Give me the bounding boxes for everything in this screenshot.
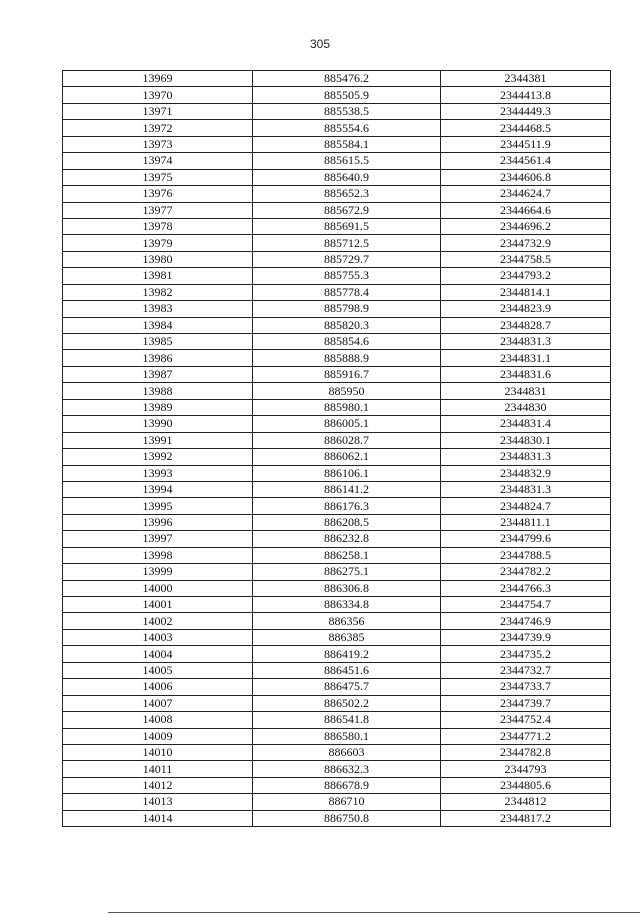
y-coordinate-cell: 2344771.2	[441, 728, 611, 744]
point-number-cell: 14010	[63, 744, 253, 760]
table-row	[63, 350, 611, 366]
table-row	[63, 186, 611, 202]
table-row	[63, 334, 611, 350]
y-coordinate-cell: 2344732.9	[441, 235, 611, 251]
y-coordinate-cell: 2344782.2	[441, 564, 611, 580]
point-number-cell: 13994	[63, 481, 253, 497]
table-row	[63, 284, 611, 300]
table-row	[63, 317, 611, 333]
point-number-cell: 13979	[63, 235, 253, 251]
x-coordinate-cell: 885672.9	[253, 202, 441, 218]
point-number-cell: 14009	[63, 728, 253, 744]
y-coordinate-cell: 2344449.3	[441, 103, 611, 119]
point-number-cell: 13970	[63, 87, 253, 103]
point-number-cell: 14008	[63, 712, 253, 728]
y-coordinate-cell: 2344754.7	[441, 597, 611, 613]
x-coordinate-cell: 886062.1	[253, 449, 441, 465]
x-coordinate-cell: 885476.2	[253, 71, 441, 87]
x-coordinate-cell: 885584.1	[253, 136, 441, 152]
table-row	[63, 399, 611, 415]
table-row	[63, 366, 611, 382]
x-coordinate-cell: 886275.1	[253, 564, 441, 580]
table-row	[63, 218, 611, 234]
y-coordinate-cell: 2344831.3	[441, 449, 611, 465]
coordinates-table-body	[63, 71, 611, 827]
y-coordinate-cell: 2344739.9	[441, 629, 611, 645]
point-number-cell: 13991	[63, 432, 253, 448]
table-row	[63, 383, 611, 399]
point-number-cell: 13990	[63, 416, 253, 432]
table-row	[63, 597, 611, 613]
table-row	[63, 432, 611, 448]
x-coordinate-cell: 886385	[253, 629, 441, 645]
y-coordinate-cell: 2344823.9	[441, 301, 611, 317]
x-coordinate-cell: 885755.3	[253, 268, 441, 284]
table-row	[63, 810, 611, 826]
table-row	[63, 301, 611, 317]
y-coordinate-cell: 2344696.2	[441, 218, 611, 234]
y-coordinate-cell: 2344788.5	[441, 547, 611, 563]
table-row	[63, 268, 611, 284]
table-row	[63, 153, 611, 169]
y-coordinate-cell: 2344812	[441, 794, 611, 810]
point-number-cell: 13985	[63, 334, 253, 350]
x-coordinate-cell: 886710	[253, 794, 441, 810]
table-row	[63, 202, 611, 218]
table-row	[63, 662, 611, 678]
y-coordinate-cell: 2344831.3	[441, 481, 611, 497]
point-number-cell: 13984	[63, 317, 253, 333]
point-number-cell: 13999	[63, 564, 253, 580]
point-number-cell: 13982	[63, 284, 253, 300]
point-number-cell: 14007	[63, 695, 253, 711]
y-coordinate-cell: 2344664.6	[441, 202, 611, 218]
point-number-cell: 14006	[63, 679, 253, 695]
table-row	[63, 514, 611, 530]
table-row	[63, 712, 611, 728]
point-number-cell: 13992	[63, 449, 253, 465]
x-coordinate-cell: 886106.1	[253, 465, 441, 481]
table-row	[63, 580, 611, 596]
table-row	[63, 564, 611, 580]
y-coordinate-cell: 2344805.6	[441, 777, 611, 793]
table-row	[63, 728, 611, 744]
x-coordinate-cell: 885538.5	[253, 103, 441, 119]
table-row	[63, 547, 611, 563]
point-number-cell: 13989	[63, 399, 253, 415]
y-coordinate-cell: 2344413.8	[441, 87, 611, 103]
x-coordinate-cell: 886356	[253, 613, 441, 629]
x-coordinate-cell: 886141.2	[253, 481, 441, 497]
point-number-cell: 13980	[63, 251, 253, 267]
point-number-cell: 13993	[63, 465, 253, 481]
y-coordinate-cell: 2344468.5	[441, 120, 611, 136]
point-number-cell: 13996	[63, 514, 253, 530]
point-number-cell: 13987	[63, 366, 253, 382]
coordinates-table	[62, 70, 611, 827]
table-row	[63, 531, 611, 547]
point-number-cell: 13972	[63, 120, 253, 136]
x-coordinate-cell: 886678.9	[253, 777, 441, 793]
point-number-cell: 14002	[63, 613, 253, 629]
table-row	[63, 120, 611, 136]
point-number-cell: 13981	[63, 268, 253, 284]
y-coordinate-cell: 2344832.9	[441, 465, 611, 481]
y-coordinate-cell: 2344758.5	[441, 251, 611, 267]
x-coordinate-cell: 886176.3	[253, 498, 441, 514]
point-number-cell: 14001	[63, 597, 253, 613]
x-coordinate-cell: 885615.5	[253, 153, 441, 169]
x-coordinate-cell: 886419.2	[253, 646, 441, 662]
point-number-cell: 13977	[63, 202, 253, 218]
x-coordinate-cell: 885640.9	[253, 169, 441, 185]
y-coordinate-cell: 2344831.1	[441, 350, 611, 366]
y-coordinate-cell: 2344732.7	[441, 662, 611, 678]
point-number-cell: 13988	[63, 383, 253, 399]
point-number-cell: 14005	[63, 662, 253, 678]
y-coordinate-cell: 2344830.1	[441, 432, 611, 448]
table-row	[63, 695, 611, 711]
table-row	[63, 498, 611, 514]
x-coordinate-cell: 886334.8	[253, 597, 441, 613]
y-coordinate-cell: 2344811.1	[441, 514, 611, 530]
x-coordinate-cell: 886603	[253, 744, 441, 760]
x-coordinate-cell: 885916.7	[253, 366, 441, 382]
x-coordinate-cell: 885854.6	[253, 334, 441, 350]
table-row	[63, 71, 611, 87]
y-coordinate-cell: 2344830	[441, 399, 611, 415]
y-coordinate-cell: 2344824.7	[441, 498, 611, 514]
point-number-cell: 14004	[63, 646, 253, 662]
table-row	[63, 744, 611, 760]
page-number: 305	[309, 37, 331, 51]
x-coordinate-cell: 885652.3	[253, 186, 441, 202]
y-coordinate-cell: 2344381	[441, 71, 611, 87]
x-coordinate-cell: 886632.3	[253, 761, 441, 777]
point-number-cell: 13969	[63, 71, 253, 87]
point-number-cell: 13995	[63, 498, 253, 514]
x-coordinate-cell: 886306.8	[253, 580, 441, 596]
point-number-cell: 14000	[63, 580, 253, 596]
x-coordinate-cell: 885798.9	[253, 301, 441, 317]
x-coordinate-cell: 886028.7	[253, 432, 441, 448]
point-number-cell: 13974	[63, 153, 253, 169]
y-coordinate-cell: 2344735.2	[441, 646, 611, 662]
y-coordinate-cell: 2344782.8	[441, 744, 611, 760]
y-coordinate-cell: 2344831	[441, 383, 611, 399]
point-number-cell: 13986	[63, 350, 253, 366]
point-number-cell: 14014	[63, 810, 253, 826]
x-coordinate-cell: 886502.2	[253, 695, 441, 711]
point-number-cell: 14012	[63, 777, 253, 793]
y-coordinate-cell: 2344831.6	[441, 366, 611, 382]
y-coordinate-cell: 2344746.9	[441, 613, 611, 629]
table-row	[63, 449, 611, 465]
point-number-cell: 13978	[63, 218, 253, 234]
x-coordinate-cell: 885554.6	[253, 120, 441, 136]
x-coordinate-cell: 886232.8	[253, 531, 441, 547]
table-row	[63, 169, 611, 185]
x-coordinate-cell: 886451.6	[253, 662, 441, 678]
y-coordinate-cell: 2344739.7	[441, 695, 611, 711]
x-coordinate-cell: 886005.1	[253, 416, 441, 432]
point-number-cell: 14011	[63, 761, 253, 777]
table-row	[63, 679, 611, 695]
y-coordinate-cell: 2344793.2	[441, 268, 611, 284]
x-coordinate-cell: 886541.8	[253, 712, 441, 728]
y-coordinate-cell: 2344561.4	[441, 153, 611, 169]
y-coordinate-cell: 2344733.7	[441, 679, 611, 695]
y-coordinate-cell: 2344799.6	[441, 531, 611, 547]
table-row	[63, 416, 611, 432]
x-coordinate-cell: 885820.3	[253, 317, 441, 333]
x-coordinate-cell: 885950	[253, 383, 441, 399]
x-coordinate-cell: 886475.7	[253, 679, 441, 695]
table-row	[63, 87, 611, 103]
table-row	[63, 794, 611, 810]
point-number-cell: 13983	[63, 301, 253, 317]
x-coordinate-cell: 885778.4	[253, 284, 441, 300]
point-number-cell: 13971	[63, 103, 253, 119]
table-row	[63, 481, 611, 497]
point-number-cell: 14013	[63, 794, 253, 810]
table-row	[63, 235, 611, 251]
point-number-cell: 13998	[63, 547, 253, 563]
point-number-cell: 13976	[63, 186, 253, 202]
y-coordinate-cell: 2344606.8	[441, 169, 611, 185]
x-coordinate-cell: 885691.5	[253, 218, 441, 234]
y-coordinate-cell: 2344828.7	[441, 317, 611, 333]
y-coordinate-cell: 2344831.3	[441, 334, 611, 350]
x-coordinate-cell: 885980.1	[253, 399, 441, 415]
table-row	[63, 251, 611, 267]
x-coordinate-cell: 886580.1	[253, 728, 441, 744]
x-coordinate-cell: 885712.5	[253, 235, 441, 251]
point-number-cell: 14003	[63, 629, 253, 645]
y-coordinate-cell: 2344766.3	[441, 580, 611, 596]
x-coordinate-cell: 886750.8	[253, 810, 441, 826]
x-coordinate-cell: 886258.1	[253, 547, 441, 563]
x-coordinate-cell: 885888.9	[253, 350, 441, 366]
table-row	[63, 777, 611, 793]
y-coordinate-cell: 2344817.2	[441, 810, 611, 826]
table-row	[63, 136, 611, 152]
y-coordinate-cell: 2344793	[441, 761, 611, 777]
x-coordinate-cell: 886208.5	[253, 514, 441, 530]
x-coordinate-cell: 885729.7	[253, 251, 441, 267]
point-number-cell: 13973	[63, 136, 253, 152]
table-row	[63, 646, 611, 662]
y-coordinate-cell: 2344831.4	[441, 416, 611, 432]
y-coordinate-cell: 2344624.7	[441, 186, 611, 202]
point-number-cell: 13997	[63, 531, 253, 547]
table-row	[63, 761, 611, 777]
x-coordinate-cell: 885505.9	[253, 87, 441, 103]
table-row	[63, 465, 611, 481]
table-row	[63, 629, 611, 645]
y-coordinate-cell: 2344511.9	[441, 136, 611, 152]
point-number-cell: 13975	[63, 169, 253, 185]
table-row	[63, 103, 611, 119]
y-coordinate-cell: 2344814.1	[441, 284, 611, 300]
bottom-rule	[108, 912, 640, 913]
y-coordinate-cell: 2344752.4	[441, 712, 611, 728]
table-row	[63, 613, 611, 629]
